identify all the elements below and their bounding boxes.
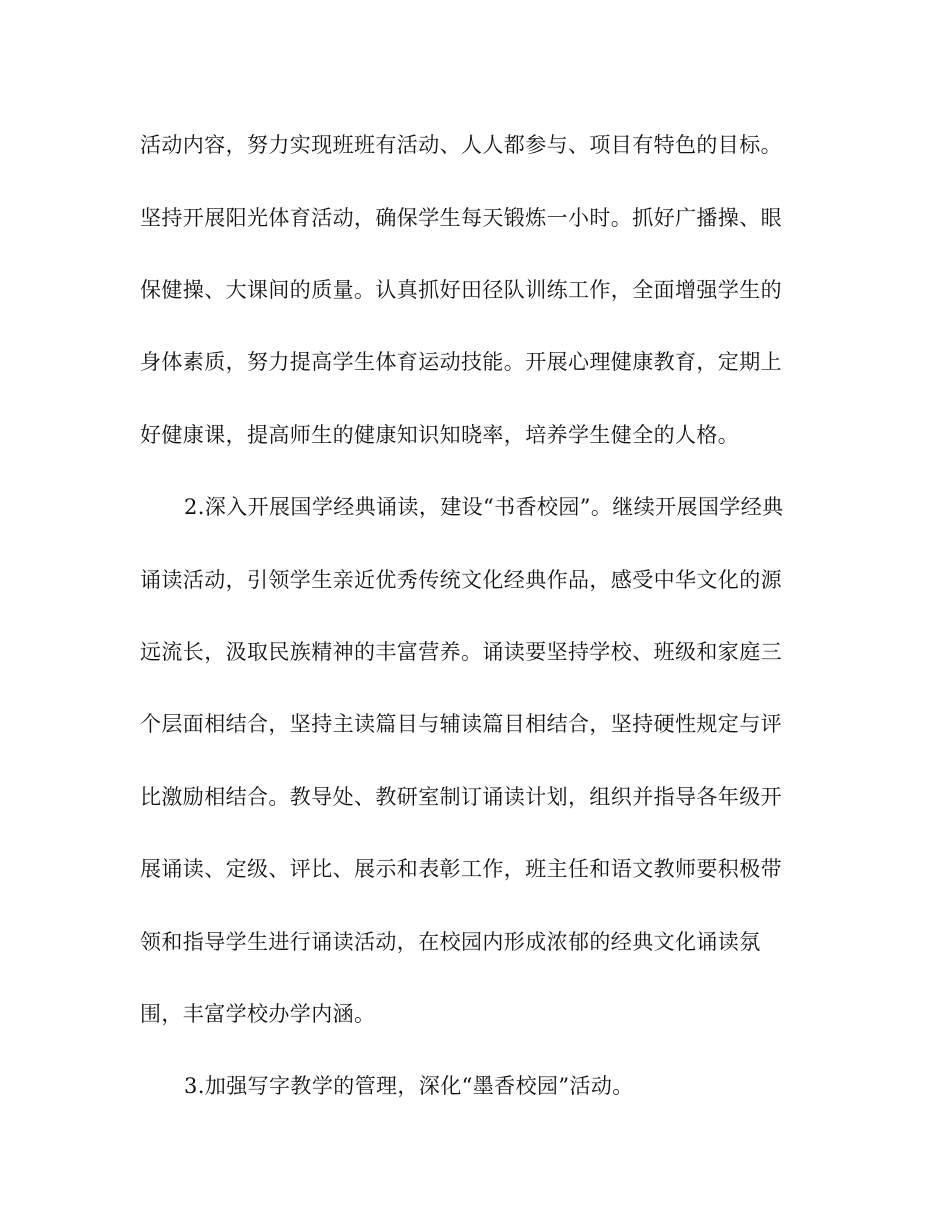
text-line-8: 远流长，汲取民族精神的丰富营养。诵读要坚持学校、班级和家庭三: [140, 640, 782, 664]
text-line-13: 围，丰富学校办学内涵。: [140, 1002, 376, 1026]
text-line-9: 个层面相结合，坚持主读篇目与辅读篇目相结合，坚持硬性规定与评: [140, 712, 782, 736]
text-line-1: 活动内容，努力实现班班有活动、人人都参与、项目有特色的目标。: [140, 133, 782, 157]
text-line-10: 比激励相结合。教导处、教研室制订诵读计划，组织并指导各年级开: [140, 785, 782, 809]
text-line-4: 身体素质，努力提高学生体育运动技能。开展心理健康教育，定期上: [140, 350, 782, 374]
text-line-5: 好健康课，提高师生的健康知识知晓率，培养学生健全的人格。: [140, 423, 740, 447]
text-line-11: 展诵读、定级、评比、展示和表彰工作，班主任和语文教师要积极带: [140, 857, 782, 881]
text-line-3: 保健操、大课间的质量。认真抓好田径队训练工作，全面增强学生的: [140, 278, 782, 302]
text-line-7: 诵读活动，引领学生亲近优秀传统文化经典作品，感受中华文化的源: [140, 568, 782, 592]
text-line-2: 坚持开展阳光体育活动，确保学生每天锻炼一小时。抓好广播操、眼: [140, 206, 782, 230]
paragraph-3-heading-line: 3.加强写字教学的管理，深化“墨香校园”活动。: [184, 1074, 634, 1098]
text-line-12: 领和指导学生进行诵读活动，在校园内形成浓郁的经典文化诵读氛: [140, 930, 761, 954]
paragraph-2-heading-line: 2.深入开展国学经典诵读，建设“书香校园”。继续开展国学经典: [184, 495, 784, 519]
